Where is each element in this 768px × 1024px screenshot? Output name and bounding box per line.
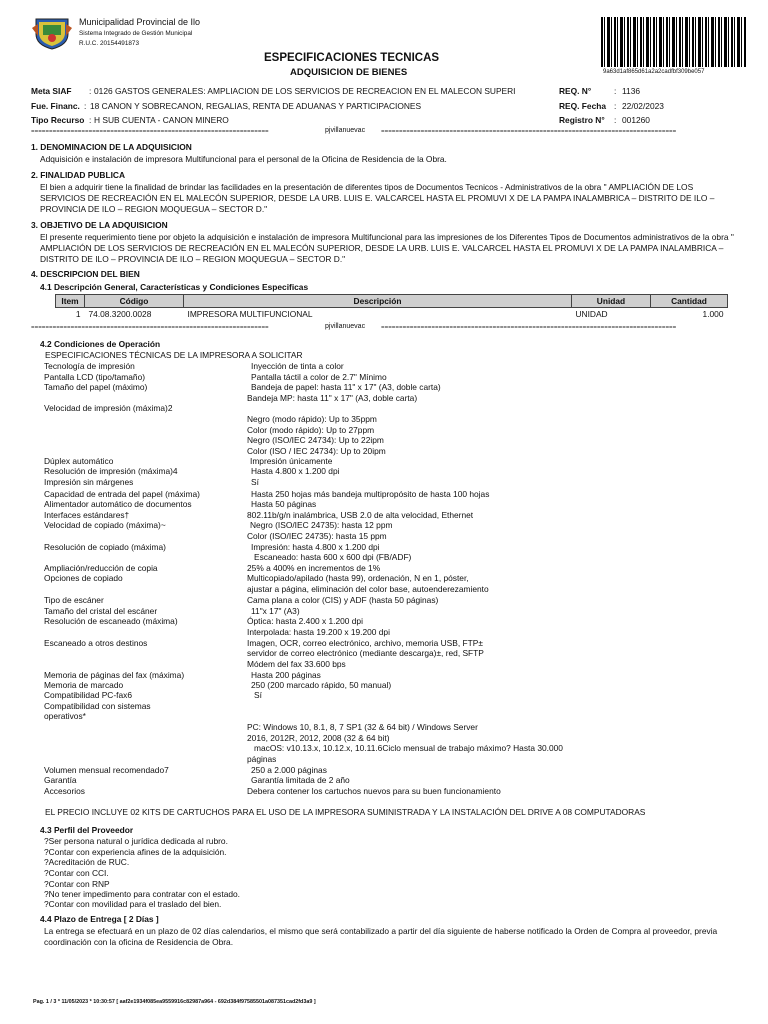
spec-label: Interfaces estándares† <box>44 510 130 520</box>
municipal-logo <box>32 16 72 50</box>
list-item: ?Contar con CCI. <box>44 868 109 878</box>
items-table <box>55 294 728 320</box>
colon: : <box>614 101 617 111</box>
spec-label: Resolución de escaneado (máxima) <box>44 616 178 626</box>
barcode-text: 9a63d1af865d61a2a2cadfbf309be057 <box>603 69 705 75</box>
cell-descripcion: IMPRESORA MULTIFUNCIONAL <box>187 309 313 319</box>
spec-label: Pantalla LCD (tipo/tamaño) <box>44 372 146 382</box>
spec-value: Debera contener los cartuchos nuevos para su buen funcionamiento <box>247 786 501 796</box>
spec-value: Hasta 50 páginas <box>251 499 317 509</box>
spec-label: Alimentador automático de documentos <box>44 499 192 509</box>
list-item: ?Contar con experiencia afines de la adquisición. <box>44 847 227 857</box>
org-name: Municipalidad Provincial de Ilo <box>79 17 201 27</box>
spec-label: Opciones de copiado <box>44 573 123 583</box>
page-title: ESPECIFICACIONES TECNICAS <box>264 52 440 64</box>
colon: : <box>89 115 92 125</box>
colon: : <box>84 101 87 111</box>
spec-label: Volumen mensual recomendado7 <box>44 765 169 775</box>
spec-label: Accesorios <box>44 786 85 796</box>
price-note: EL PRECIO INCLUYE 02 KITS DE CARTUCHOS PARA EL USO DE LA IMPRESORA SUMINISTRADA Y LA INSTALACIÓN DEL DRIVE A 08 COMPUTADORAS <box>45 807 646 817</box>
req-fecha-value: 22/02/2023 <box>622 101 664 111</box>
colon: : <box>614 86 617 96</box>
spec-value: Sí <box>254 690 262 700</box>
spec-label: Escaneado a otros destinos <box>44 638 148 648</box>
spec-label: operativos* <box>44 711 86 721</box>
table-header-row <box>56 295 728 308</box>
meta-siaf-value: 0126 GASTOS GENERALES: AMPLIACION DE LOS SERVICIOS DE RECREACION EN EL MALECON SUPERI <box>94 86 516 96</box>
spec-value: 25% a 400% en incrementos de 1% <box>247 563 381 573</box>
spec-value: Impresión únicamente <box>250 456 333 466</box>
spec-value: macOS: v10.13.x, 10.12.x, 10.11.6Ciclo mensual de trabajo máximo? Hasta 30.000 <box>254 743 563 753</box>
section-1-text: Adquisición e instalación de impresora Multifuncional para el personal de la Oficina de Residencia de la Obra. <box>40 154 447 164</box>
spec-value: Hasta 4.800 x 1.200 dpi <box>251 466 340 476</box>
spec-value: Color (modo rápido): Up to 27ppm <box>247 425 375 435</box>
separator-line: ================================================================== pjvillanuevac ================================================================================== <box>31 127 677 135</box>
ruc-number: R.U.C. 20154491873 <box>79 40 140 47</box>
page-footer: Pag. 1 / 3 * 11/05/2023 * 10:30:57 [ aaf2e1934f085ea9559916c82987a964 - 692d384f97585501a087351cad2fd3a9 ] <box>33 999 316 1005</box>
spec-value: ajustar a página, eliminación del color base, autoenderezamiento <box>247 584 489 594</box>
col-codigo: Código <box>85 295 184 308</box>
section-43-title: 4.3 Perfil del Proveedor <box>40 825 134 835</box>
spec-value: Inyección de tinta a color <box>251 361 344 371</box>
section-1-title: 1. DENOMINACION DE LA ADQUISICION <box>31 142 192 152</box>
spec-value: PC: Windows 10, 8.1, 8, 7 SP1 (32 & 64 bit) / Windows Server <box>247 722 478 732</box>
section-2-title: 2. FINALIDAD PUBLICA <box>31 170 125 180</box>
spec-value: Cama plana a color (CIS) y ADF (hasta 50 páginas) <box>247 595 439 605</box>
list-item: ?Contar con movilidad para el traslado del bien. <box>44 899 222 909</box>
spec-label: Compatibilidad con sistemas <box>44 701 151 711</box>
spec-value: Sí <box>251 477 259 487</box>
spec-value: Negro (modo rápido): Up to 35ppm <box>247 414 377 424</box>
spec-value: Bandeja MP: hasta 11" x 17" (A3, doble carta) <box>247 393 418 403</box>
section-41-title: 4.1 Descripción General, Características y Condiciones Especificas <box>40 282 309 292</box>
section-3-title: 3. OBJETIVO DE LA ADQUISICION <box>31 220 168 230</box>
spec-value: Negro (ISO/IEC 24735): hasta 12 ppm <box>250 520 393 530</box>
spec-label: Tecnología de impresión <box>44 361 135 371</box>
list-item: ?Acreditación de RUC. <box>44 857 130 867</box>
shield-logo-icon <box>32 16 72 50</box>
tipo-recurso-value: H SUB CUENTA - CANON MINERO <box>94 115 229 125</box>
cell-codigo: 74.08.3200.0028 <box>88 309 152 319</box>
list-item: ?Ser persona natural o jurídica dedicada al rubro. <box>44 836 228 846</box>
spec-value: 250 a 2.000 páginas <box>251 765 327 775</box>
spec-value: 11"x 17" (A3) <box>251 606 300 616</box>
section-2-text: El bien a adquirir tiene la finalidad de brindar las facilidades en la presentación de diferentes tipos de Documentos Tecnicos - Administrativos de la obra " AMPLIACIÓN DE LOS SERVICIOS DE RECREACIÓN EN EL MALECÓN SUPERIOR, DESDE LA URB. LUIS E. VALCARCEL HASTA EL PROMUVI X DE LA PAMPA INALAMBRICA – DISTRITO DE ILO – PROVINCIA DE ILO – REGION MOQUEGUA – SECTOR D." <box>40 182 715 215</box>
spec-value: páginas <box>247 754 277 764</box>
spec-label: Tamaño del papel (máximo) <box>44 382 148 392</box>
user-name: pjvillanuevac <box>325 127 366 134</box>
spec-value: Garantía limitada de 2 año <box>251 775 350 785</box>
system-name: Sistema Integrado de Gestión Municipal <box>79 30 193 37</box>
table-row <box>56 308 728 321</box>
user-name: pjvillanuevac <box>325 323 366 330</box>
cell-cantidad: 1.000 <box>702 309 724 319</box>
spec-label: Memoria de páginas del fax (máxima) <box>44 670 185 680</box>
spec-value: Interpolada: hasta 19.200 x 19.200 dpi <box>247 627 390 637</box>
spec-label: Capacidad de entrada del papel (máxima) <box>44 489 200 499</box>
spec-label: Memoria de marcado <box>44 680 124 690</box>
meta-siaf-label: Meta SIAF <box>31 86 72 96</box>
section-44-text: La entrega se efectuará en un plazo de 02 días calendarios, el mismo que será contabilizado a partir del día siguiente de haberse notificado la Orden de Compra al proveedor, previa coordinación con la oficina de Residencia de Obra. <box>44 926 718 948</box>
cell-item: 1 <box>75 309 81 319</box>
barcode-image <box>601 17 747 67</box>
spec-value: Hasta 200 páginas <box>251 670 321 680</box>
spec-value: Bandeja de papel: hasta 11" x 17" (A3, doble carta) <box>251 382 441 392</box>
section-4-title: 4. DESCRIPCION DEL BIEN <box>31 269 140 279</box>
spec-value: Multicopiado/apilado (hasta 99), ordenación, N en 1, póster, <box>247 573 469 583</box>
spec-label: Velocidad de impresión (máxima)2 <box>44 403 173 413</box>
spec-value: Color (ISO / IEC 24734): Up to 20ipm <box>247 446 386 456</box>
spec-value: Óptica: hasta 2.400 x 1.200 dpi <box>247 616 363 626</box>
spec-label: Resolución de copiado (máxima) <box>44 542 166 552</box>
spec-label: Garantía <box>44 775 77 785</box>
page-subtitle: ADQUISICION DE BIENES <box>290 67 408 78</box>
spec-label: Ampliación/reducción de copia <box>44 563 158 573</box>
specs-subtitle: ESPECIFICACIONES TÉCNICAS DE LA IMPRESORA A SOLICITAR <box>45 350 303 360</box>
spec-value: 802.11b/g/n inalámbrica, USB 2.0 de alta velocidad, Ethernet <box>247 510 474 520</box>
spec-value: Color (ISO/IEC 24735): hasta 15 ppm <box>247 531 387 541</box>
section-44-title: 4.4 Plazo de Entrega [ 2 Días ] <box>40 914 159 924</box>
col-unidad: Unidad <box>572 295 651 308</box>
list-item: ?Contar con RNP <box>44 879 110 889</box>
spec-value: Módem del fax 33.600 bps <box>247 659 346 669</box>
list-item: ?No tener impedimento para contratar con el estado. <box>44 889 240 899</box>
spec-value: 2016, 2012R, 2012, 2008 (32 & 64 bit) <box>247 733 390 743</box>
section-42-title: 4.2 Condiciones de Operación <box>40 339 161 349</box>
tipo-recurso-label: Tipo Recurso <box>31 115 85 125</box>
spec-value: Escaneado: hasta 600 x 600 dpi (FB/ADF) <box>254 552 412 562</box>
spec-label: Tamaño del cristal del escáner <box>44 606 158 616</box>
spec-label: Tipo de escáner <box>44 595 104 605</box>
separator-line: ================================================================== pjvillanuevac ================================================================================== <box>31 323 677 331</box>
cell-unidad: UNIDAD <box>575 309 608 319</box>
section-3-text: El presente requerimiento tiene por objeto la adquisición e instalación de impresora Multifuncional para las impresiones de los Diferentes Tipos de Documentos administrativos de la obra " AMPLIACIÓN DE LOS SERVICIOS DE RECREACIÓN EN EL MALECÓN SUPERIOR, DESDE LA URB. LUIS E. VALCARCEL HASTA EL PROMUVI X DE LA PAMPA INALAMBRICA – DISTRITO DE ILO – PROVINCIA DE ILO – REGION MOQUEGUA – SECTOR D." <box>40 232 734 265</box>
spec-label: Velocidad de copiado (máxima)~ <box>44 520 166 530</box>
fuente-label: Fue. Financ. <box>31 101 80 111</box>
req-no-label: REQ. N° <box>559 86 592 96</box>
spec-value: Impresión: hasta 4.800 x 1.200 dpi <box>251 542 380 552</box>
spec-label: Impresión sin márgenes <box>44 477 134 487</box>
col-descripcion: Descripción <box>184 295 572 308</box>
colon: : <box>614 115 617 125</box>
spec-value: 250 (200 marcado rápido, 50 manual) <box>251 680 392 690</box>
req-fecha-label: REQ. Fecha <box>559 101 607 111</box>
registro-label: Registro N° <box>559 115 605 125</box>
colon: : <box>89 86 92 96</box>
spec-value: Hasta 250 hojas más bandeja multipropósito de hasta 100 hojas <box>251 489 490 499</box>
req-no-value: 1136 <box>622 86 641 96</box>
spec-label: Compatibilidad PC-fax6 <box>44 690 132 700</box>
spec-value: Imagen, OCR, correo electrónico, archivo, memoria USB, FTP± <box>247 638 483 648</box>
registro-value: 001260 <box>622 115 650 125</box>
fuente-value: 18 CANON Y SOBRECANON, REGALIAS, RENTA DE ADUANAS Y PARTICIPACIONES <box>90 101 422 111</box>
spec-value: Pantalla táctil a color de 2.7" Mínimo <box>251 372 387 382</box>
col-item: Item <box>56 295 85 308</box>
col-cantidad: Cantidad <box>651 295 728 308</box>
spec-value: Negro (ISO/IEC 24734): Up to 22ipm <box>247 435 384 445</box>
spec-label: Resolución de impresión (máxima)4 <box>44 466 178 476</box>
spec-label: Dúplex automático <box>44 456 114 466</box>
spec-value: servidor de correo electrónico (mediante descarga)±, red, SFTP <box>247 648 484 658</box>
